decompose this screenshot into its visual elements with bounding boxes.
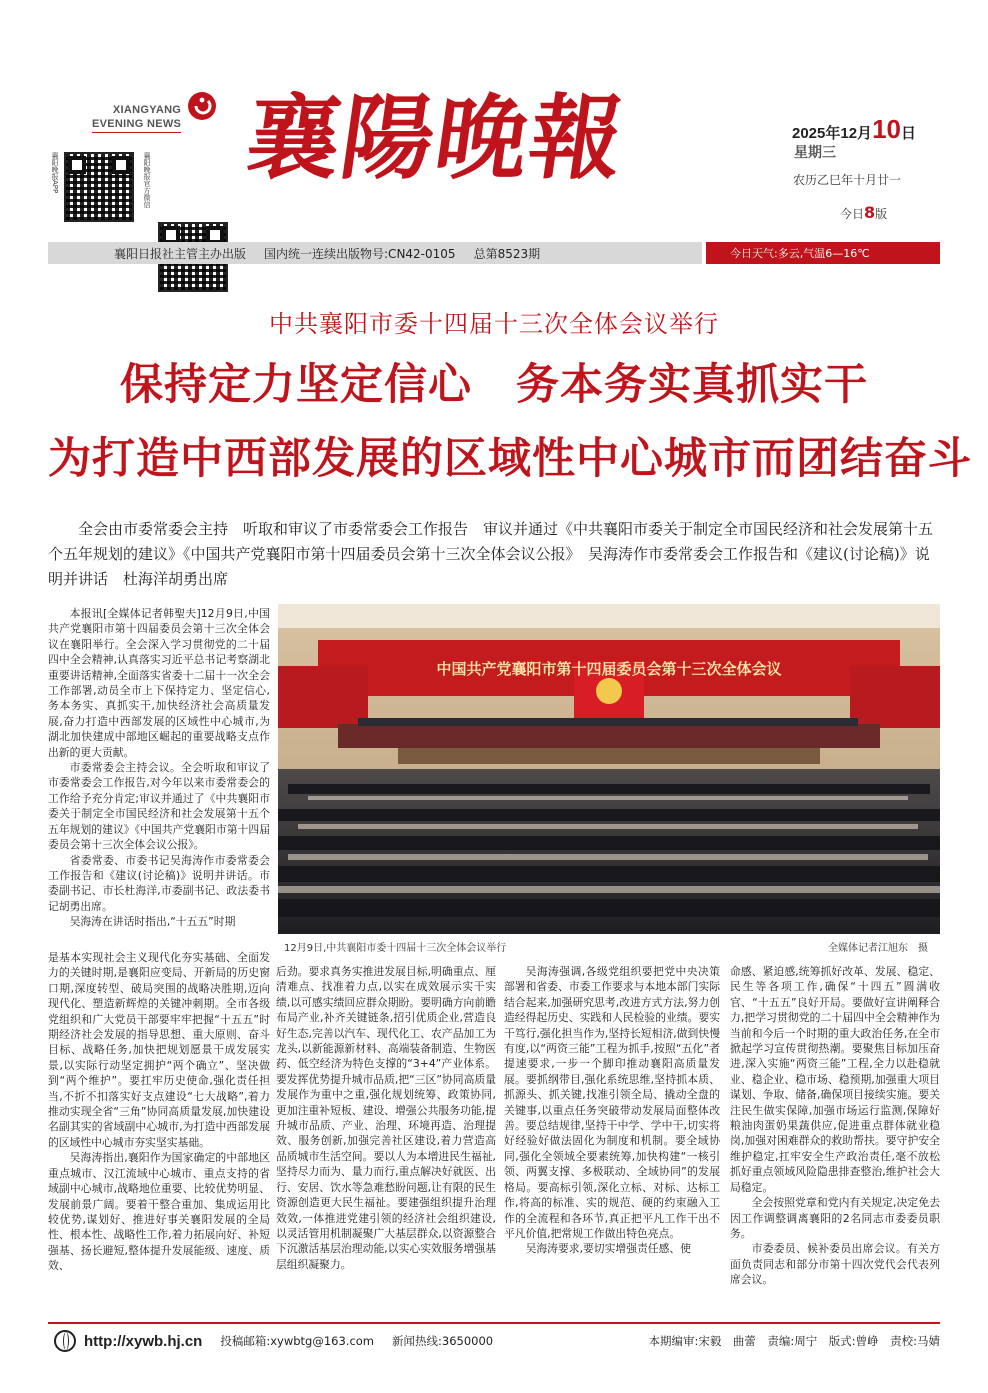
footer-bar [48, 1328, 940, 1354]
article-paragraph: 市委委员、候补委员出席会议。有关方面负责同志和部分市第十四次党代会代表列席会议。 [730, 1242, 940, 1287]
article-paragraph: 省委常委、市委书记吴海涛作市委常委会工作报告和《建议(讨论稿)》说明并讲话。市委副书记、市长杜海洋,市委副书记、政法委书记胡勇出席。 [48, 853, 270, 913]
article-paragraph: 是基本实现社会主义现代化夯实基础、全面发力的关键时期,是襄阳应变局、开新局的历史窗口期,深度转型、破局突围的战略决胜期,迈向现代化、塑造新辉煌的关键冲刺期。全市各级党组织和广大党员干部要牢牢把握“十五五”时期经济社会发展的指导思想、重大原则、奋斗目标、战略任务,加快把规划愿景干成发展实景,以实际行动坚定拥护“两个确立”、坚决做到“两个维护”。要扛牢历史使命,强化责任担当,不折不扣落实好支点建设“七大战略”,着力推动实现全省“三角”协同高质量发展,加快建设名副其实的省域副中心城市,为打造中西部发展的区域性中心城市夯实坚实基础。 [48, 951, 270, 1149]
article-paragraph: 吴海涛指出,襄阳作为国家确定的中部地区重点城市、汉江流域中心城市、重点支持的省域副中心城市,战略地位重要、比较优势明显、发展前景广阔。要着干整合重加、集成运用比较优势,谋划好、推进好事关襄阳发展的全局性、根本性、战略性工作,着力拓展向好、补短强基、扬长避短,整体提升发展能级、速度、质效、 [48, 1151, 270, 1273]
dateline-weekday: 星期三 [794, 145, 836, 161]
photo-credit: 全媒体记者江旭东 摄 [828, 943, 928, 954]
article-column-4 [730, 964, 940, 1304]
article-column-1-bottom [48, 950, 270, 1304]
page-count: 今日8版 [840, 203, 888, 222]
article-column-2 [276, 964, 496, 1304]
publication-info-bar [48, 242, 702, 264]
issue-number: 总第8523期 [473, 246, 541, 261]
headline-kicker: 中共襄阳市委十四届十三次全体会议举行 [269, 310, 719, 338]
editorial-credits: 本期编审:宋毅 曲蕾 责编:周宁 版式:曾峥 责校:马婧 [648, 1334, 940, 1348]
weather-bar: 今日天气:多云,气温6—16℃ [706, 242, 940, 264]
article-paragraph: 市委常委会主持会议。全会听取和审议了市委常委会工作报告,对今年以来市委常委会的工作给予充分肯定;审议并通过了《中共襄阳市委关于制定全市国民经济和社会发展第十五个五年规划的建议》《中国共产党襄阳市第十四届委员会第十三次全体会议公报》。 [48, 761, 270, 852]
headline-summary: 全会由市委常委会主持 听取和审议了市委常委会工作报告 审议并通过《中共襄阳市委关于制定全市国民经济和社会发展第十五个五年规划的建议》《中国共产党襄阳市第十四届委员会第十三次全体会议公报》 吴海涛作市委常委会工作报告和《建议(讨论稿)》说明并讲话 杜海洋胡勇出席 [48, 520, 934, 588]
qr-code-app[interactable] [64, 152, 134, 222]
brand-english: XIANGYANG EVENING NEWS [92, 103, 181, 133]
article-paragraph: 本报讯[全媒体记者韩聖夫]12月9日,中国共产党襄阳市第十四届委员会第十三次全体会议在襄阳举行。全会深入学习贯彻党的二十届四中全会精神,认真落实习近平总书记考察湖北重要讲话精神,全面落实省委十二届十一次全会工作部署,动员全市上下保持定力、坚定信心,务本务实、真抓实干,加快经济社会高质量发展,奋力打造中西部发展的区域性中心城市,为湖北加快建成中部地区崛起的重要战略支点作出新的更大贡献。 [48, 607, 270, 759]
submission-email[interactable]: 投稿邮箱:xywbtg@163.com [220, 1334, 375, 1348]
article-column-1-top [48, 606, 270, 940]
photo-caption: 12月9日,中共襄阳市委十四届十三次全体会议举行 [284, 943, 507, 954]
qr-caption-wechat: 襄阳晚报官方微信 [143, 152, 151, 208]
article-paragraph: 全会按照党章和党内有关规定,决定免去因工作调整调离襄阳的2名同志市委委员职务。 [730, 1196, 940, 1240]
dateline-date: 2025年12月10日 [792, 114, 916, 144]
article-paragraph: 吴海涛在讲话时指出,“十五五”时期 [69, 915, 236, 929]
stage-front [398, 748, 820, 764]
dateline-day: 10 [872, 114, 901, 144]
stage-banner-text: 中国共产党襄阳市第十四届委员会第十三次全体会议 [436, 660, 782, 678]
article-paragraph: 命感、紧迫感,统筹抓好改革、发展、稳定、民生等各项工作,确保“十四五”圆满收官、“十五五”良好开局。要做好宣讲阐释合力,把学习贯彻党的二十届四中全会精神作为当前和今后一个时期的重大政治任务,在全市掀起学习宣传贯彻热潮。要聚焦目标加压奋进,深入实施“两资三能”工程,全力以赴稳就业、稳企业、稳市场、稳预期,加强重大项目谋划、争取、储备,确保项目接续实施。要关注民生做实保障,加强市场运行监测,保障好粮油肉蛋奶果蔬供应,促进重点群体就业稳岗,加强对困难群众的救助帮扶。要守护安全维护稳定,扛牢安全生产政治责任,毫不放松抓好重点领域风险隐患排查整治,维护社会大局稳定。 [730, 965, 940, 1194]
presidium-seats [358, 718, 858, 726]
article-column-3 [504, 964, 720, 1304]
ceiling [278, 604, 940, 628]
headline-main-1: 保持定力坚定信心 务本务实真抓实干 [120, 360, 868, 410]
globe-icon [54, 1330, 76, 1352]
side-screen-left [278, 666, 368, 728]
masthead-title: 襄陽晚報 [240, 84, 632, 192]
news-hotline: 新闻热线:3650000 [392, 1334, 494, 1348]
party-emblem-icon [596, 678, 622, 704]
article-paragraph: 吴海涛强调,各级党组织要把党中央决策部署和省委、市委工作要求与本地本部门实际结合起来,加强研究思考,改进方式方法,努力创造经得起历史、实践和人民检验的业绩。要实干笃行,强化担当作为,坚持长短相济,做到快慢有度,以“两资三能”工程为抓手,按照“五化”者提速要求,一步一个脚印推动襄阳高质量发展。要抓纲带目,强化系统思维,坚持抓本质、抓源头、抓关键,找准引领全局、撬动全盘的关键事,以重点任务突破带动发展局面整体改善。要总结规律,坚持干中学、学中干,切实将好经验好做法固化为制度和机制。要全域协同,强化全领域全要素统筹,加快构建“一核引领、两翼支撑、多极联动、全域协同”的发展格局。要高标引领,深化立标、对标、达标工作,将高的标准、实的规范、硬的约束融入工作的全流程和各环节,真正把平凡工作干出不平凡价值,把常规工作做出特色亮点。 [504, 965, 720, 1240]
footer-rule [48, 1322, 940, 1324]
meeting-photo [278, 604, 940, 934]
presidium-table [338, 724, 880, 748]
headline-main-2: 为打造中西部发展的区域性中心城市而团结奋斗 [48, 434, 972, 484]
website-link[interactable]: http://xywb.hj.cn [84, 1332, 203, 1350]
newspaper-logo-icon [188, 92, 216, 120]
article-paragraph: 后劲。要求真务实推进发展目标,明确重点、厘清难点、找准着力点,以实在成效展示实干实绩,以可感实绩回应群众期盼。要明确方向前瞻布局产业,补齐关键链条,招引优质企业,营造良好生态,完善以汽车、现代化工、农产品加工为龙头,以新能源新材料、高端装备制造、生物医药、低空经济为特色支撑的“3+4”产业体系。要发挥优势提升城市品质,把“三区”协同高质量发展作为重中之重,强化规划统筹、政策协同,更加注重补短板、建设、增强公共服务功能,提升城市品质、产业、治理、环境再造、治理提效、服务创新,加强完善社区建设,着力营造高品质城市生活空间。要以人为本增进民生福祉,坚持尽力而为、量力而行,重点解决好就医、出行、安居、饮水等急难愁盼问题,让有限的民生资源创造更大民生福祉。要建强组织提升治理效效,一体推进党建引领的经济社会组织建设,以灵活管用机制凝聚广大基层群众,以资源整合下沉激活基层治理动能,以实心实效服务增强基层组织凝聚力。 [276, 965, 496, 1271]
qr-caption-app: 襄阳晚报APP [51, 152, 59, 194]
article-paragraph: 吴海涛要求,要切实增强责任感、使 [525, 1242, 691, 1256]
side-screen-right [850, 666, 940, 728]
publisher-text: 襄阳日报社主管主办出版 [114, 246, 247, 261]
dateline-lunar: 农历乙巳年十月廿一 [793, 173, 902, 187]
serial-number: 国内统一连续出版物号:CN42-0105 [264, 246, 456, 261]
